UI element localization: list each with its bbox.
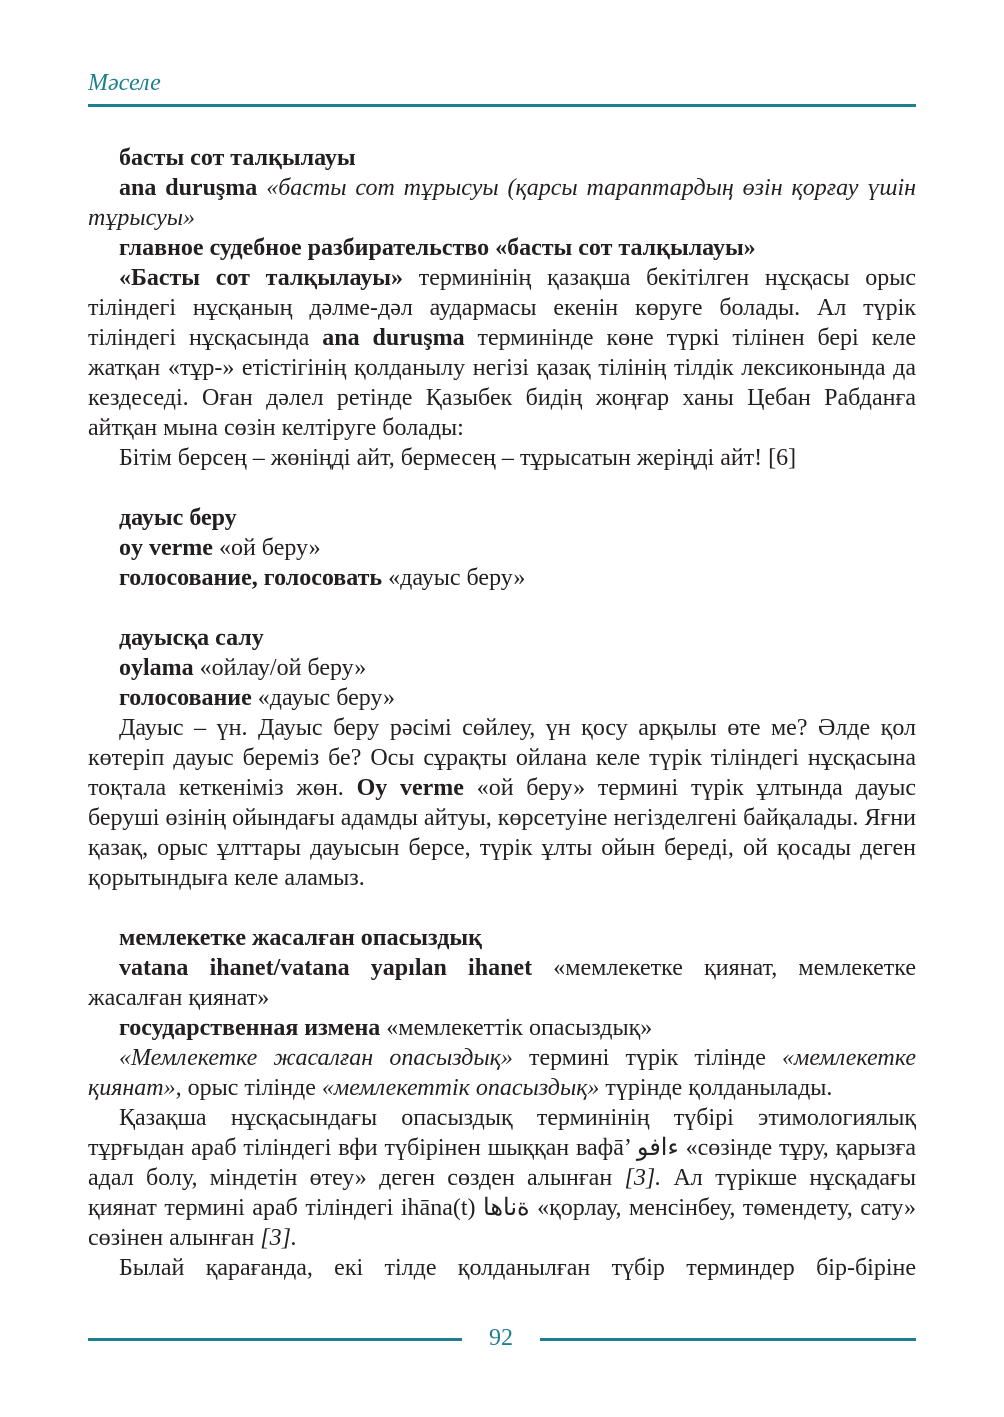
- section-title: Мәселе: [88, 70, 161, 96]
- footer-divider-left: [88, 1338, 462, 1341]
- paragraph: Қазақша нұсқасындағы опасыздық терминінің түбірі этимологиялық тұрғыдан араб тіліндегі вфи түбірінен шыққан вафā’ ءافو «сөзінде тұру, қарызға адал болу, міндетін өтеу» деген сөзден алынған [3]. Ал түрікше нұсқадағы қиянат термині араб тіліндегі ihāna(t) ةناها «қорлау, менсінбеу, төмендету, сату» сөзінен алынған [3].: [88, 1105, 917, 1251]
- term-kk: дауысқа салу: [119, 625, 264, 651]
- header-divider: [88, 104, 916, 107]
- term-ru: государственная измена «мемлекеттік опасыздық»: [119, 1015, 653, 1041]
- term-kk: басты сот талқылауы: [119, 145, 356, 171]
- term-tr: oy verme «ой беру»: [119, 535, 321, 561]
- term-tr: oylama «ойлау/ой беру»: [119, 655, 367, 681]
- paragraph: «Басты сот талқылауы» терминінің қазақша бекітілген нұсқасы орыс тіліндегі нұсқаның дәлме-дәл аудармасы екенін көруге болады. Ал түрік тіліндегі нұсқасында ana duruşma терминінде көне түркі тілінен бері келе жатқан «тұр-» етістігінің қолданылу негізі қазақ тілінің тілдік лексиконында да кездеседі. Оған дәлел ретінде Қазыбек бидің жоңғар ханы Цебан Рабданға айтқан мына сөзін келтіруге болады:: [88, 265, 917, 441]
- footer-divider-right: [540, 1338, 916, 1341]
- paragraph: Дауыс – үн. Дауыс беру рәсімі сөйлеу, үн қосу арқылы өте ме? Әлде қол көтеріп дауыс береміз бе? Осы сұрақты ойлана келе түрік тіліндегі нұсқасына тоқтала кеткеніміз жөн. Oy verme «ой беру» термині түрік ұлтында дауыс беруші өзінің ойындағы адамды айтуы, көрсетуіне негізделгені байқалады. Яғни қазақ, орыс ұлттары дауысын берсе, түрік ұлты ойын береді, ой қосады деген қорытындыға келе аламыз.: [88, 715, 916, 891]
- paragraph: «Мемлекетке жасалған опасыздық» термині түрік тілінде «мемлекетке қиянат», орыс тілінде «мемлекеттік опасыздық» түрінде қолданылады.: [88, 1045, 916, 1101]
- page-number: 92: [489, 1325, 513, 1351]
- page-body: [88, 143, 916, 1283]
- term-kk: дауыс беру: [119, 505, 237, 531]
- paragraph: Былай қарағанда, екі тілде қолданылған түбір терминдер бір-біріне: [119, 1255, 916, 1281]
- term-tr: vatana ihanet/vatana yapılan ihanet «мемлекетке қиянат, мемлекетке жасалған қиянат»: [88, 955, 916, 1011]
- term-kk: мемлекетке жасалған опасыздық: [119, 925, 482, 951]
- term-ru: главное судебное разбирательство «басты сот талқылауы»: [119, 235, 756, 261]
- term-ru: голосование, голосовать «дауыс беру»: [119, 565, 526, 591]
- term-tr: ana duruşma «басты сот тұрысуы (қарсы тараптардың өзін қорғау үшін тұрысуы»: [88, 175, 917, 231]
- quote: Бітім берсең – жөніңді айт, бермесең – тұрысатын жеріңді айт! [6]: [119, 445, 797, 471]
- term-ru: голосование «дауыс беру»: [119, 685, 396, 711]
